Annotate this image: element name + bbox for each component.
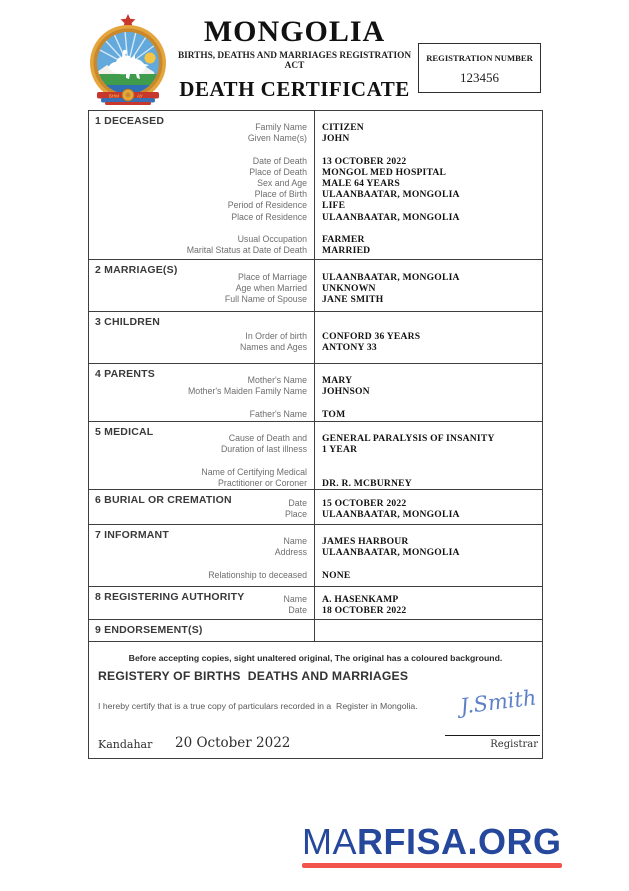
field-label: Place (284, 509, 307, 520)
field-label: Age when Married (235, 283, 307, 294)
field-label: Mother's Maiden Family Name (187, 386, 307, 397)
mongolia-state-emblem-icon (88, 13, 168, 105)
issue-date: 20 October 2022 (175, 735, 291, 751)
field-value: JAMES HARBOUR (322, 536, 409, 547)
field-value: ULAANBAATAR, MONGOLIA (322, 189, 460, 201)
field-value: MONGOL MED HOSPITAL (322, 166, 447, 178)
field-label: Place of Death (249, 166, 307, 177)
logo-text-bold: RFISA.ORG (357, 821, 562, 862)
field-value: GENERAL PARALYSIS OF INSANITY (322, 433, 495, 444)
field-label: Date of Death (252, 155, 307, 166)
field-value: ULAANBAATAR, MONGOLIA (322, 211, 460, 223)
field-label: Name (283, 536, 307, 546)
section-title: 1 DECEASED (95, 115, 165, 127)
copy-notice: Before accepting copies, sight unaltered original, The original has a coloured background. (128, 653, 503, 663)
signature-line (445, 735, 540, 736)
field-value: JOHNSON (322, 386, 370, 398)
field-value: UNKNOWN (322, 283, 376, 295)
certificate-footer (89, 641, 542, 758)
issue-place: Kandahar (98, 738, 153, 751)
field-value: ULAANBAATAR, MONGOLIA (322, 547, 460, 559)
section-title: 4 PARENTS (95, 368, 155, 380)
field-label: Given Name(s) (247, 133, 307, 144)
field-row (89, 409, 542, 420)
field-row (89, 375, 542, 386)
field-value: 13 OCTOBER 2022 (322, 155, 407, 167)
field-row (89, 509, 542, 520)
field-row (89, 245, 542, 256)
field-value: JANE SMITH (322, 294, 384, 306)
field-label: Sex and Age (257, 177, 307, 188)
field-value: NONE (322, 569, 351, 581)
field-label: Family Name (255, 122, 307, 132)
field-row-blank (89, 455, 542, 466)
field-row (89, 283, 542, 294)
field-value: CITIZEN (322, 122, 364, 133)
field-value: A. HASENKAMP (322, 594, 399, 605)
field-row (89, 122, 542, 133)
field-value: LIFE (322, 200, 346, 212)
field-label: Place of Residence (231, 211, 307, 222)
section-parents (89, 363, 542, 421)
field-label: Father's Name (249, 408, 307, 419)
marfisa-logo (302, 821, 562, 868)
field-label: Address (274, 547, 307, 558)
field-row (89, 212, 542, 223)
field-value: ULAANBAATAR, MONGOLIA (322, 272, 460, 283)
section-informant (89, 524, 542, 586)
field-label: Mother's Name (247, 375, 307, 385)
certificate-table (88, 110, 543, 759)
field-row (89, 536, 542, 547)
act-subtitle: BIRTHS, DEATHS AND MARRIAGES REGISTRATION ACT (177, 51, 412, 71)
section-title: 7 INFORMANT (95, 529, 169, 541)
field-label: Practitioner or Coroner (218, 477, 307, 488)
country-title: MONGOLIA (203, 15, 386, 48)
field-value: FARMER (322, 233, 365, 245)
registration-number-label: REGISTRATION NUMBER (426, 53, 533, 63)
registration-number-box (418, 43, 541, 93)
field-label: Names and Ages (240, 342, 307, 353)
field-row (89, 156, 542, 167)
section-burial-or-cremation (89, 489, 542, 524)
section-title: 6 BURIAL OR CREMATION (95, 494, 232, 506)
field-row (89, 272, 542, 283)
field-row-blank (89, 223, 542, 234)
field-label: Duration of last illness (220, 444, 307, 455)
section-children (89, 311, 542, 363)
registry-title: REGISTERY OF BIRTHS DEATHS AND MARRIAGES (98, 669, 409, 683)
field-row (89, 133, 542, 144)
svg-text:АУ: АУ (137, 93, 143, 99)
field-label: Place of Birth (254, 189, 307, 200)
field-row-blank (89, 144, 542, 155)
field-label: Cause of Death and (228, 433, 307, 443)
marfisa-logo-text (302, 821, 562, 862)
field-row-blank (89, 397, 542, 408)
field-row (89, 178, 542, 189)
section-title: 9 ENDORSEMENT(S) (95, 624, 203, 636)
field-value: MARRIED (322, 245, 371, 257)
field-value: DR. R. MCBURNEY (322, 477, 412, 489)
field-value: MALE 64 YEARS (322, 177, 400, 189)
certify-statement: I hereby certify that is a true copy of particulars recorded in a Register in Mongolia. (98, 701, 418, 711)
section-medical (89, 421, 542, 489)
field-label: Period of Residence (227, 200, 307, 211)
field-value: MARY (322, 375, 353, 386)
field-row (89, 200, 542, 211)
registrar-signature: J.Smith (458, 685, 538, 719)
field-label: Name of Certifying Medical (201, 466, 307, 477)
field-row (89, 342, 542, 353)
field-row (89, 386, 542, 397)
field-row-blank (89, 558, 542, 569)
field-value: JOHN (322, 133, 350, 145)
section-title: 8 REGISTERING AUTHORITY (95, 591, 245, 603)
section-deceased (89, 111, 542, 259)
field-row (89, 547, 542, 558)
field-row (89, 478, 542, 489)
field-row (89, 444, 542, 455)
logo-underline (302, 863, 562, 868)
field-value: ULAANBAATAR, MONGOLIA (322, 509, 460, 521)
field-row (89, 331, 542, 342)
field-row (89, 467, 542, 478)
field-row (89, 594, 542, 605)
registration-number-value: 123456 (460, 70, 499, 85)
section-marriages (89, 259, 542, 311)
field-row (89, 498, 542, 509)
header-title-block (172, 16, 417, 102)
section-title: 5 MEDICAL (95, 426, 154, 438)
field-row (89, 234, 542, 245)
field-value: 1 YEAR (322, 444, 358, 456)
field-label: Date (288, 605, 307, 616)
field-row (89, 570, 542, 581)
field-label: Place of Marriage (238, 272, 307, 282)
svg-text:БНМ: БНМ (109, 93, 119, 99)
field-row (89, 167, 542, 178)
field-value: TOM (322, 408, 346, 420)
section-endorsements (89, 619, 542, 641)
section-title: 3 CHILDREN (95, 316, 161, 328)
document-title: DEATH CERTIFICATE (179, 77, 410, 101)
field-value: 15 OCTOBER 2022 (322, 498, 407, 509)
field-value: CONFORD 36 YEARS (322, 331, 421, 342)
field-label: Full Name of Spouse (224, 294, 307, 305)
logo-text-light: MA (302, 821, 357, 862)
registrar-label: Registrar (490, 739, 538, 750)
field-label: Name (283, 594, 307, 604)
field-label: Date (288, 498, 307, 508)
section-title: 2 MARRIAGE(S) (95, 264, 178, 276)
field-label: Relationship to deceased (208, 569, 307, 580)
field-value: ANTONY 33 (322, 342, 377, 354)
field-label: Usual Occupation (237, 233, 307, 244)
field-row (89, 189, 542, 200)
field-value: 18 OCTOBER 2022 (322, 605, 407, 617)
field-label: In Order of birth (245, 331, 307, 341)
section-registering-authority (89, 586, 542, 619)
field-label: Marital Status at Date of Death (186, 245, 307, 256)
field-row (89, 605, 542, 616)
field-row (89, 294, 542, 305)
field-row (89, 433, 542, 444)
